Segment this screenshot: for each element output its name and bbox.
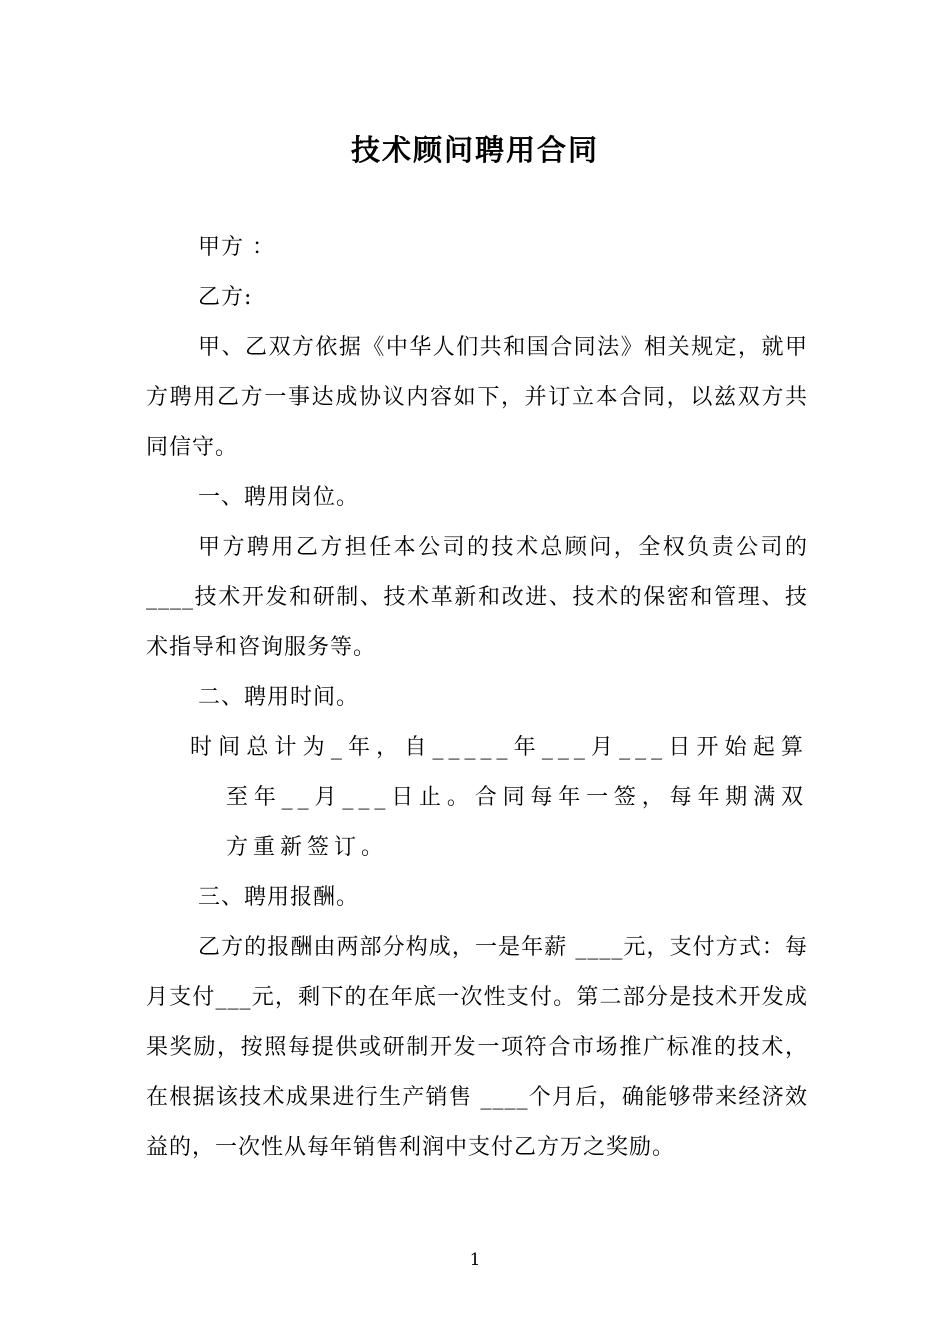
document-body bbox=[146, 223, 808, 1173]
preamble-paragraph: 甲、乙双方依据《中华人们共和国合同法》相关规定，就甲方聘用乙方一事达成协议内容如下，并订立本合同，以兹双方共同信守。 bbox=[146, 335, 808, 460]
position-paragraph: 甲方聘用乙方担任本公司的技术总顾问，全权负责公司的____技术开发和研制、技术革新和改进、技术的保密和管理、技术指导和咨询服务等。 bbox=[146, 535, 808, 660]
document-title: 技术顾问聘用合同 bbox=[350, 133, 599, 167]
party-a-line: 甲方 ： bbox=[198, 235, 275, 260]
page-number: 1 bbox=[469, 1250, 481, 1270]
party-b-line: 乙方: bbox=[198, 285, 253, 310]
section-heading-position: 一、聘用岗位。 bbox=[198, 485, 360, 510]
compensation-paragraph: 乙方的报酬由两部分构成，一是年薪 ____元，支付方式：每月支付___元，剩下的在年底一次性支付。第二部分是技术开发成果奖励，按照每提供或研制开发一项符合市场推广标准的技术，在根据该技术成果进行生产销售 ____个月后，确能够带来经济效益的，一次性从每年销售利润中支付乙方万之奖励。 bbox=[146, 935, 808, 1160]
term-paragraph: 时间总计为_年，自_____年___月___日开始起算至年__月___日止。合同每年一签，每年期满双方重新签订。 bbox=[190, 735, 808, 860]
section-heading-compensation: 三、聘用报酬。 bbox=[198, 885, 360, 910]
section-heading-term: 二、聘用时间。 bbox=[198, 685, 360, 710]
